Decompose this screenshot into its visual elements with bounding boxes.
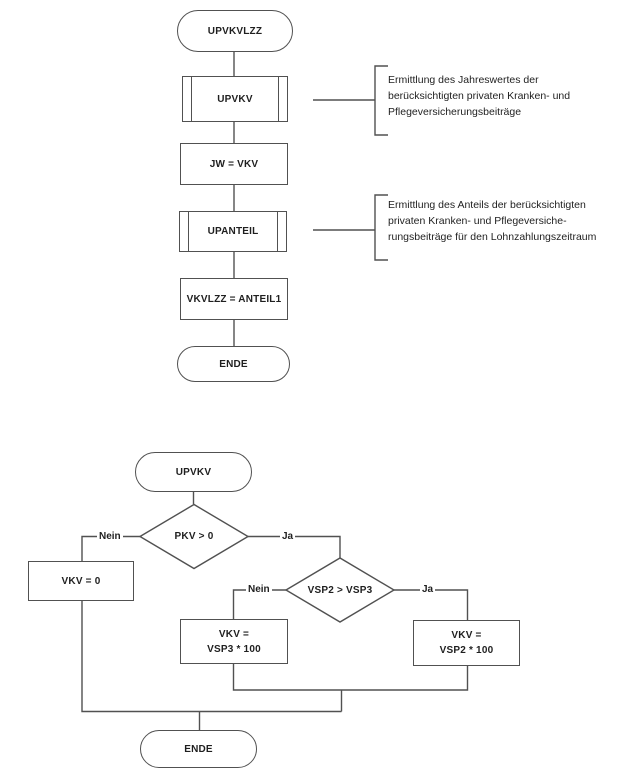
terminator-upvkvlzz	[177, 10, 293, 52]
terminator-upvkvlzz-label: UPVKVLZZ	[207, 25, 263, 37]
annotation-upvkv-line1: Ermittlung des Jahreswertes der	[388, 74, 539, 86]
connector-vsp-boxes-join	[234, 664, 468, 690]
terminator-upvkv-start	[135, 452, 252, 492]
process-vkv-vsp2	[413, 620, 520, 666]
annotation-upvkv-line3: Pflegeversicherungsbeiträge	[388, 106, 522, 118]
decision-vsp-label: VSP2 > VSP3	[307, 584, 373, 596]
subroutine-upvkv-label: UPVKV	[217, 93, 253, 105]
subroutine-side-bar-left	[191, 76, 192, 122]
annotation-upvkv-line2: berücksichtigten privaten Kranken- und	[388, 90, 571, 102]
process-vkvlzz-anteil1	[180, 278, 288, 320]
process-vkv-vsp3	[180, 619, 288, 664]
annotation2-bracket-icon	[375, 195, 388, 260]
process-vkvlzz-anteil1-label: VKVLZZ = ANTEIL1	[186, 293, 282, 305]
subroutine-upvkv	[182, 76, 288, 122]
annotation-upanteil-line3: rungsbeiträge für den Lohnzahlungszeitraum	[388, 231, 597, 243]
decision-pkv-label: PKV > 0	[174, 531, 214, 542]
process-jw-vkv-label: JW = VKV	[209, 158, 259, 170]
terminator-ende-top	[177, 346, 290, 382]
subroutine-side-bar-right	[278, 76, 279, 122]
edge-label-ja-2: Ja	[422, 584, 434, 595]
subroutine-upanteil-label: UPANTEIL	[207, 226, 259, 237]
process-vkv-0-label: VKV = 0	[61, 575, 101, 587]
annotation-upanteil	[388, 197, 630, 245]
subroutine-upanteil	[179, 211, 287, 252]
terminator-ende-top-label: ENDE	[219, 358, 248, 370]
edge-label-nein-1: Nein	[99, 531, 121, 542]
terminator-ende-bottom-label: ENDE	[184, 743, 213, 755]
annotation-upanteil-line2: privaten Kranken- und Pflegeversiche-	[388, 215, 567, 227]
subroutine-side-bar-right	[277, 211, 278, 252]
terminator-ende-bottom	[140, 730, 257, 768]
edge-label-nein-2: Nein	[248, 584, 270, 595]
subroutine-side-bar-left	[188, 211, 189, 252]
process-vkv-vsp2-line1: VKV =	[451, 630, 482, 641]
annotation-upvkv	[388, 72, 630, 120]
process-jw-vkv	[180, 143, 288, 185]
terminator-upvkv-start-label: UPVKV	[175, 466, 212, 478]
process-vkv-0	[28, 561, 134, 601]
edge-label-ja-1: Ja	[282, 531, 294, 542]
annotation1-bracket-icon	[375, 66, 388, 135]
process-vkv-vsp3-line2: VSP3 * 100	[207, 643, 261, 655]
process-vkv-vsp2-line2: VSP2 * 100	[439, 645, 494, 656]
process-vkv-vsp3-line1: VKV =	[218, 628, 250, 640]
annotation-upanteil-line1: Ermittlung des Anteils der berücksichtigten	[388, 199, 586, 211]
